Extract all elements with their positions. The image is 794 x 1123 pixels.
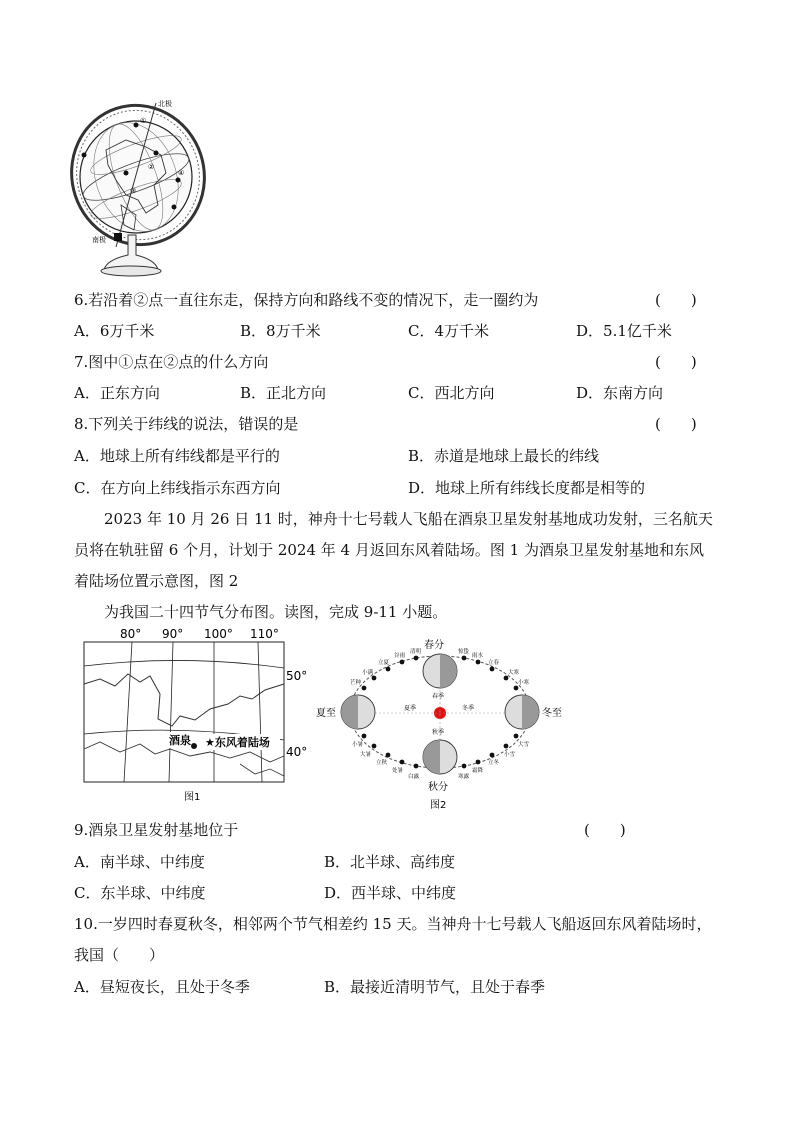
globe-figure bbox=[66, 95, 216, 285]
term-lichun: 立春 bbox=[488, 660, 500, 666]
season-summer: 夏季 bbox=[404, 705, 417, 712]
globe-point1: ① bbox=[140, 117, 147, 125]
term-dashu: 大暑 bbox=[360, 752, 372, 758]
figure1-map bbox=[80, 624, 320, 810]
lon-label-100: 100° bbox=[204, 627, 233, 641]
q6-option-c: C．4万千米 bbox=[408, 322, 490, 340]
earth-summer-icon bbox=[341, 695, 375, 729]
term-chushu: 处暑 bbox=[392, 768, 404, 774]
term-xiaoman: 小满 bbox=[362, 670, 374, 676]
term-shuangjiang: 霜降 bbox=[472, 768, 484, 774]
q7-option-c: C．西北方向 bbox=[408, 384, 495, 402]
term-xiaoxue: 小雪 bbox=[504, 752, 516, 758]
q6-option-d: D．5.1亿千米 bbox=[576, 322, 672, 340]
q7-option-a: A．正东方向 bbox=[74, 384, 160, 402]
q8-answer-paren: ( ) bbox=[655, 415, 697, 433]
q10-stem-line1: 10.一岁四时春夏秋冬，相邻两个节气相差约 15 天。当神舟十七号载人飞船返回东风着陆场时， bbox=[74, 915, 712, 933]
term-liqiu: 立秋 bbox=[376, 760, 388, 766]
term-bailu: 白露 bbox=[408, 774, 420, 780]
q9-option-b: B．北半球、高纬度 bbox=[324, 853, 456, 871]
lat-label-40: 40° bbox=[286, 745, 308, 759]
label-summer-solstice: 夏至 bbox=[316, 708, 336, 719]
earth-winter-icon bbox=[505, 695, 539, 729]
q6-option-a: A．6万千米 bbox=[74, 322, 155, 340]
q8-option-a: A．地球上所有纬线都是平行的 bbox=[74, 447, 280, 465]
term-jingzhe: 惊蛰 bbox=[458, 649, 470, 655]
q9-option-a: A．南半球、中纬度 bbox=[74, 853, 205, 871]
q9-option-d: D．西半球、中纬度 bbox=[324, 884, 457, 902]
passage-line1: 2023 年 10 月 26 日 11 时，神舟十七号载人飞船在酒泉卫星发射基地成功发射，三名航天 bbox=[104, 510, 713, 528]
jiuquan-marker bbox=[191, 743, 197, 749]
term-hanlu: 寒露 bbox=[458, 774, 470, 780]
term-guyu: 谷雨 bbox=[394, 653, 406, 659]
q8-option-b: B．赤道是地球上最长的纬线 bbox=[408, 447, 600, 465]
q7-option-d: D．东南方向 bbox=[576, 384, 664, 402]
jiuquan-label: 酒泉 bbox=[169, 734, 191, 747]
term-xiaoshu: 小暑 bbox=[352, 742, 364, 748]
passage-line2: 员将在轨驻留 6 个月，计划于 2024 年 4 月返回东风着陆场。图 1 为酒泉卫星发射基地和东风 bbox=[74, 541, 704, 559]
term-lidong: 立冬 bbox=[488, 760, 500, 766]
season-autumn: 秋季 bbox=[432, 729, 445, 736]
figure1-caption: 图1 bbox=[184, 792, 201, 803]
q7-answer-paren: ( ) bbox=[655, 353, 697, 371]
q6-option-b: B．8万千米 bbox=[240, 322, 321, 340]
term-daxue: 大雪 bbox=[518, 742, 530, 748]
q9-option-c: C．东半球、中纬度 bbox=[74, 884, 206, 902]
q9-answer-paren: ( ) bbox=[584, 821, 626, 839]
q8-stem: 8.下列关于纬线的说法，错误的是 bbox=[74, 415, 299, 433]
term-dahan: 大寒 bbox=[508, 670, 520, 676]
term-qingming: 清明 bbox=[410, 649, 422, 655]
q6-stem: 6.若沿着②点一直往东走，保持方向和路线不变的情况下，走一圈约为 bbox=[74, 291, 539, 309]
label-autumn-equinox: 秋分 bbox=[428, 782, 448, 793]
dongfeng-label: ★东风着陆场 bbox=[205, 736, 270, 749]
q7-stem: 7.图中①点在②点的什么方向 bbox=[74, 353, 269, 371]
q10-option-a: A．昼短夜长，且处于冬季 bbox=[74, 978, 250, 996]
season-winter: 冬季 bbox=[462, 705, 475, 712]
term-lixia: 立夏 bbox=[378, 660, 390, 666]
q10-option-b: B．最接近清明节气，且处于春季 bbox=[324, 978, 546, 996]
north-pole-label: 北极 bbox=[158, 100, 172, 108]
globe-point2: ② bbox=[148, 163, 155, 171]
earth-autumn-icon bbox=[423, 740, 457, 774]
passage-line4: 为我国二十四节气分布图。读图，完成 9-11 小题。 bbox=[104, 603, 448, 621]
season-spring: 春季 bbox=[432, 693, 445, 700]
term-yushui: 雨水 bbox=[472, 653, 484, 659]
term-xiaohan: 小寒 bbox=[518, 680, 530, 686]
globe-point3: ③ bbox=[130, 187, 137, 195]
passage-line3: 着陆场位置示意图，图 2 bbox=[74, 572, 239, 590]
south-pole-label: 南极 bbox=[92, 236, 106, 244]
earth-spring-icon bbox=[423, 654, 457, 688]
lon-label-90: 90° bbox=[162, 627, 184, 641]
q10-stem-line2: 我国（ ） bbox=[74, 946, 165, 964]
q6-answer-paren: ( ) bbox=[655, 291, 697, 309]
q9-stem: 9.酒泉卫星发射基地位于 bbox=[74, 821, 239, 839]
lon-label-110: 110° bbox=[250, 627, 279, 641]
globe-point4: ④ bbox=[178, 169, 185, 177]
q7-option-b: B．正北方向 bbox=[240, 384, 327, 402]
q8-option-c: C．在方向上纬线指示东西方向 bbox=[74, 479, 281, 497]
label-spring-equinox: 春分 bbox=[424, 640, 444, 651]
label-winter-solstice: 冬至 bbox=[542, 708, 562, 719]
lon-label-80: 80° bbox=[120, 627, 142, 641]
term-mangzhong: 芒种 bbox=[350, 680, 362, 686]
figure2-caption: 图2 bbox=[430, 800, 447, 811]
figure2-solar-terms bbox=[314, 636, 574, 816]
lat-label-50: 50° bbox=[286, 669, 308, 683]
q8-option-d: D．地球上所有纬线长度都是相等的 bbox=[408, 479, 646, 497]
